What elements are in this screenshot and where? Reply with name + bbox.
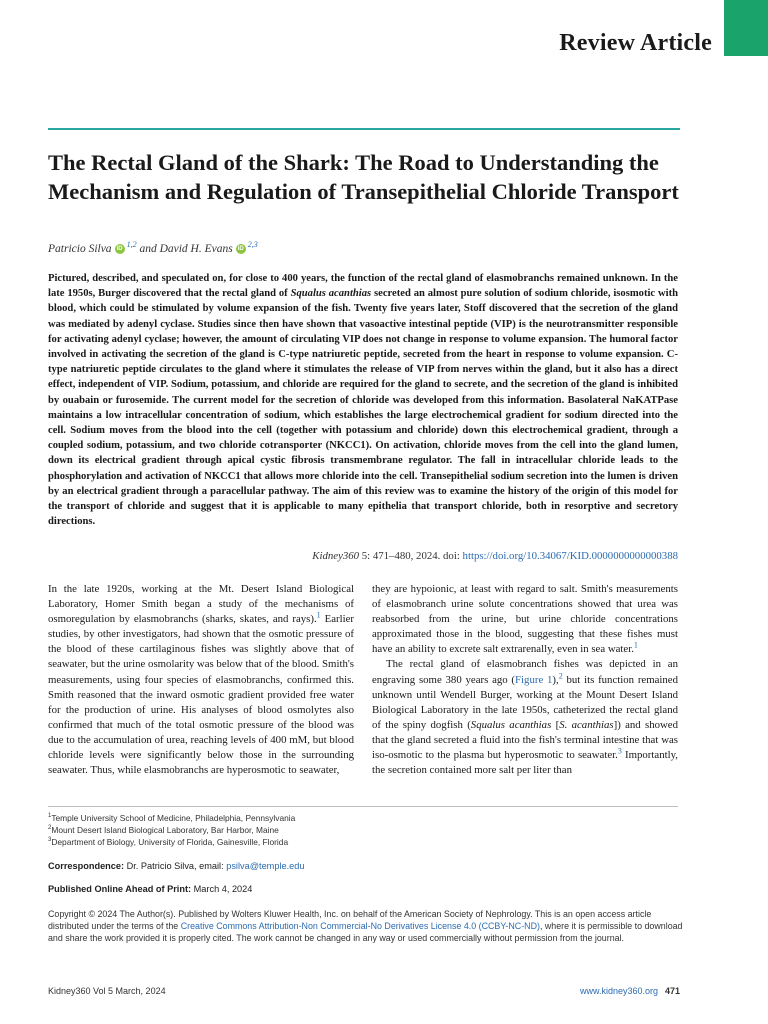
journal-url-link[interactable]: www.kidney360.org [579,986,658,996]
citation-line [48,550,678,562]
body-text: but its function remained unknown until Wendell Burger, working at the Mount Desert Island Biological Laboratory in the late 1950s, catheterized the rectal gland of the spiny dogfish ( [372,673,678,731]
page-number: 471 [664,986,680,996]
body-text: Earlier studies, by other investigators, had shown that the osmotic pressure of the blood of these cartilaginous fishes was slightly above that of seawater, but the urine osmolarity was below that of the blood. Smith's measurements, using four species of elasmobranchs, confirmed this. Smith reasoned that the inward osmotic gradient provided free water for the production of urine. His analyses of blood osmolytes also confirmed that much of the total osmotic pressure of the blood was due to the accumulation of urea, reaching levels of 400 mM, but blood chloride levels were significantly below those in the surrounding seawater. Thus, while elasmobranchs are hyperosmotic to seawater, [48,613,354,777]
journal-name: Kidney360 [312,550,360,562]
body-text: they are hypoionic, at least with regard to salt. Smith's measurements of elasmobranch urine solute concentrations showed that urea was reabsorbed from the urine, but urine chloride concentrations approximated those in the blood, suggesting that these fishes must have an ability to excrete salt extrarenally, even in sea water. [372,583,678,656]
body-text: [ [551,718,560,731]
article-title: The Rectal Gland of the Shark: The Road to Understanding the Mechanism and Regulation of Transepithelial Chloride Transport [48,150,679,204]
email-link[interactable]: psilva@temple.edu [226,861,305,871]
published-date: March 4, 2024 [191,884,253,894]
body-column-left [48,582,354,778]
article-type-label: Review Article [559,30,712,56]
author-name: David H. Evans [159,243,233,255]
figure-link[interactable]: Figure 1 [515,673,553,686]
body-text: The rectal gland of elasmobranch fishes was depicted in an engraving some 380 years ago ( [372,658,678,686]
correspondence-label: Correspondence: [48,861,125,871]
body-column-right [372,582,678,778]
abstract-text: secreted an almost pure solution of sodium chloride, isosmotic with blood, which could be stimulated by volume expansion of the fish. Twenty five years later, Stoff discovered that the secretion of the gland was mediated by adenyl cyclase. Studies since then have shown that vasoactive intestinal peptide (VIP) is the neurotransmitter responsible for activating adenyl cyclase; however, the amount of circulating VIP does not change in response to volume expansion. The humoral factor involved in activating the secretion of the gland is C-type natriuretic peptide, secreted from the heart in response to volume expansion. C-type natriuretic peptide circulates to the gland where it stimulates the release of VIP from nerves within the gland, but it also has a direct effect, independent of VIP. Sodium, potassium, and chloride are required for the gland to secrete, and the secretion of the gland is inhibited by ouabain or furosemide. The current model for the secretion of chloride was developed from this information. Basolateral NaKATPase maintains a low intracellular concentration of sodium, which establishes the large electrochemical gradient for sodium directed into the cell. Sodium moves from the blood into the cell (together with potassium and chloride) down this electrochemical gradient, through a coupled sodium, potassium, and two chloride cotransporter (NKCC1). On activation, chloride moves from the cell into the gland lumen, down its electrical gradient through apical cystic fibrosis transmembrane regulator. The fall in intracellular chloride leads to the phosphorylation and activation of NKCC1 that allows more chloride into the cell. Transepithelial sodium secretion into the lumen is driven by an electrical gradient through a paracellular pathway. The aim of this review was to examine the history of the origin of this model for the transport of chloride and suggest that it is applicable to many epithelia that transport chloride, both in resorptive and secretory directions. [48,288,678,528]
author-name: Patricio Silva [48,243,112,255]
citation-details: 5: 471–480, 2024. doi: [359,550,463,562]
affiliation-3 [48,836,288,848]
orcid-icon[interactable]: iD [237,246,244,253]
affiliation-1 [48,812,295,824]
reference-link[interactable]: 1 [633,640,638,650]
author-line [48,240,258,255]
affiliation-number: 3 [48,837,52,844]
reference-link[interactable]: 1 [316,610,321,620]
body-paragraph [372,657,678,778]
author-affiliation-sup: 1,2 [126,240,137,250]
author-conjunction: and [136,243,160,255]
copyright-text: , where it is permissible to download and share the work provided it is properly cited. The work cannot be changed in any way or used commercially without permission from the journal. [48,921,683,944]
affiliation-2 [48,824,279,836]
affiliation-text: Mount Desert Island Biological Laboratory, Bar Harbor, Maine [51,825,279,835]
published-label: Published Online Ahead of Print: [48,884,192,894]
body-paragraph [372,582,678,657]
body-text: ]) and showed that the gland secreted a fluid into the fish's terminal intestine that was iso-osmotic to the plasma but hyperosmotic to seawater. [372,718,678,762]
published-line [48,884,252,894]
reference-link[interactable]: 2 [558,670,563,680]
affiliation-text: Department of Biology, University of Florida, Gainesville, Florida [51,837,289,847]
license-link[interactable]: Creative Commons Attribution-Non Commercial-No Derivatives License 4.0 (CCBY-NC-ND) [180,921,540,932]
affiliation-number: 2 [48,825,52,832]
reference-link[interactable]: 3 [617,746,622,756]
body-text: In the late 1920s, working at the Mt. Desert Island Biological Laboratory, Homer Smith began a study of the mechanisms of osmoregulation by elasmobranchs (sharks, skates, and rays). [48,583,354,626]
journal-footer: Kidney360 Vol 5 March, 2024 [48,986,166,996]
affiliation-number: 1 [48,813,52,820]
body-text: ), [552,673,559,686]
copyright-notice [48,908,684,945]
header-divider [48,128,680,130]
body-paragraph [48,582,354,778]
abstract-text: Pictured, described, and speculated on, for close to 400 years, the function of the rectal gland of elasmobranchs remained unknown. In the late 1950s, Burger discovered that the rectal gland of [48,273,678,300]
author-affiliation-sup: 2,3 [247,240,258,250]
affiliation-text: Temple University School of Medicine, Philadelphia, Pennsylvania [51,813,296,823]
abstract [48,271,678,529]
doi-link[interactable]: https://doi.org/10.34067/KID.0000000000000388 [462,550,678,562]
section-color-tab [724,0,768,56]
species-name: S. acanthias [559,718,614,731]
orcid-icon[interactable]: iD [116,246,123,253]
species-name: Squalus acanthias [290,288,372,300]
copyright-text: Copyright © 2024 The Author(s). Published by Wolters Kluwer Health, Inc. on behalf of the American Society of Nephrology. This is an open access article distributed under the terms of the [48,909,652,932]
correspondence-text: Dr. Patricio Silva, email: [124,861,227,871]
correspondence-line [48,861,304,871]
footnote-divider [48,806,678,807]
species-name: Squalus acanthias [470,718,552,731]
body-text: Importantly, the secretion contained more salt per liter than [372,749,678,777]
